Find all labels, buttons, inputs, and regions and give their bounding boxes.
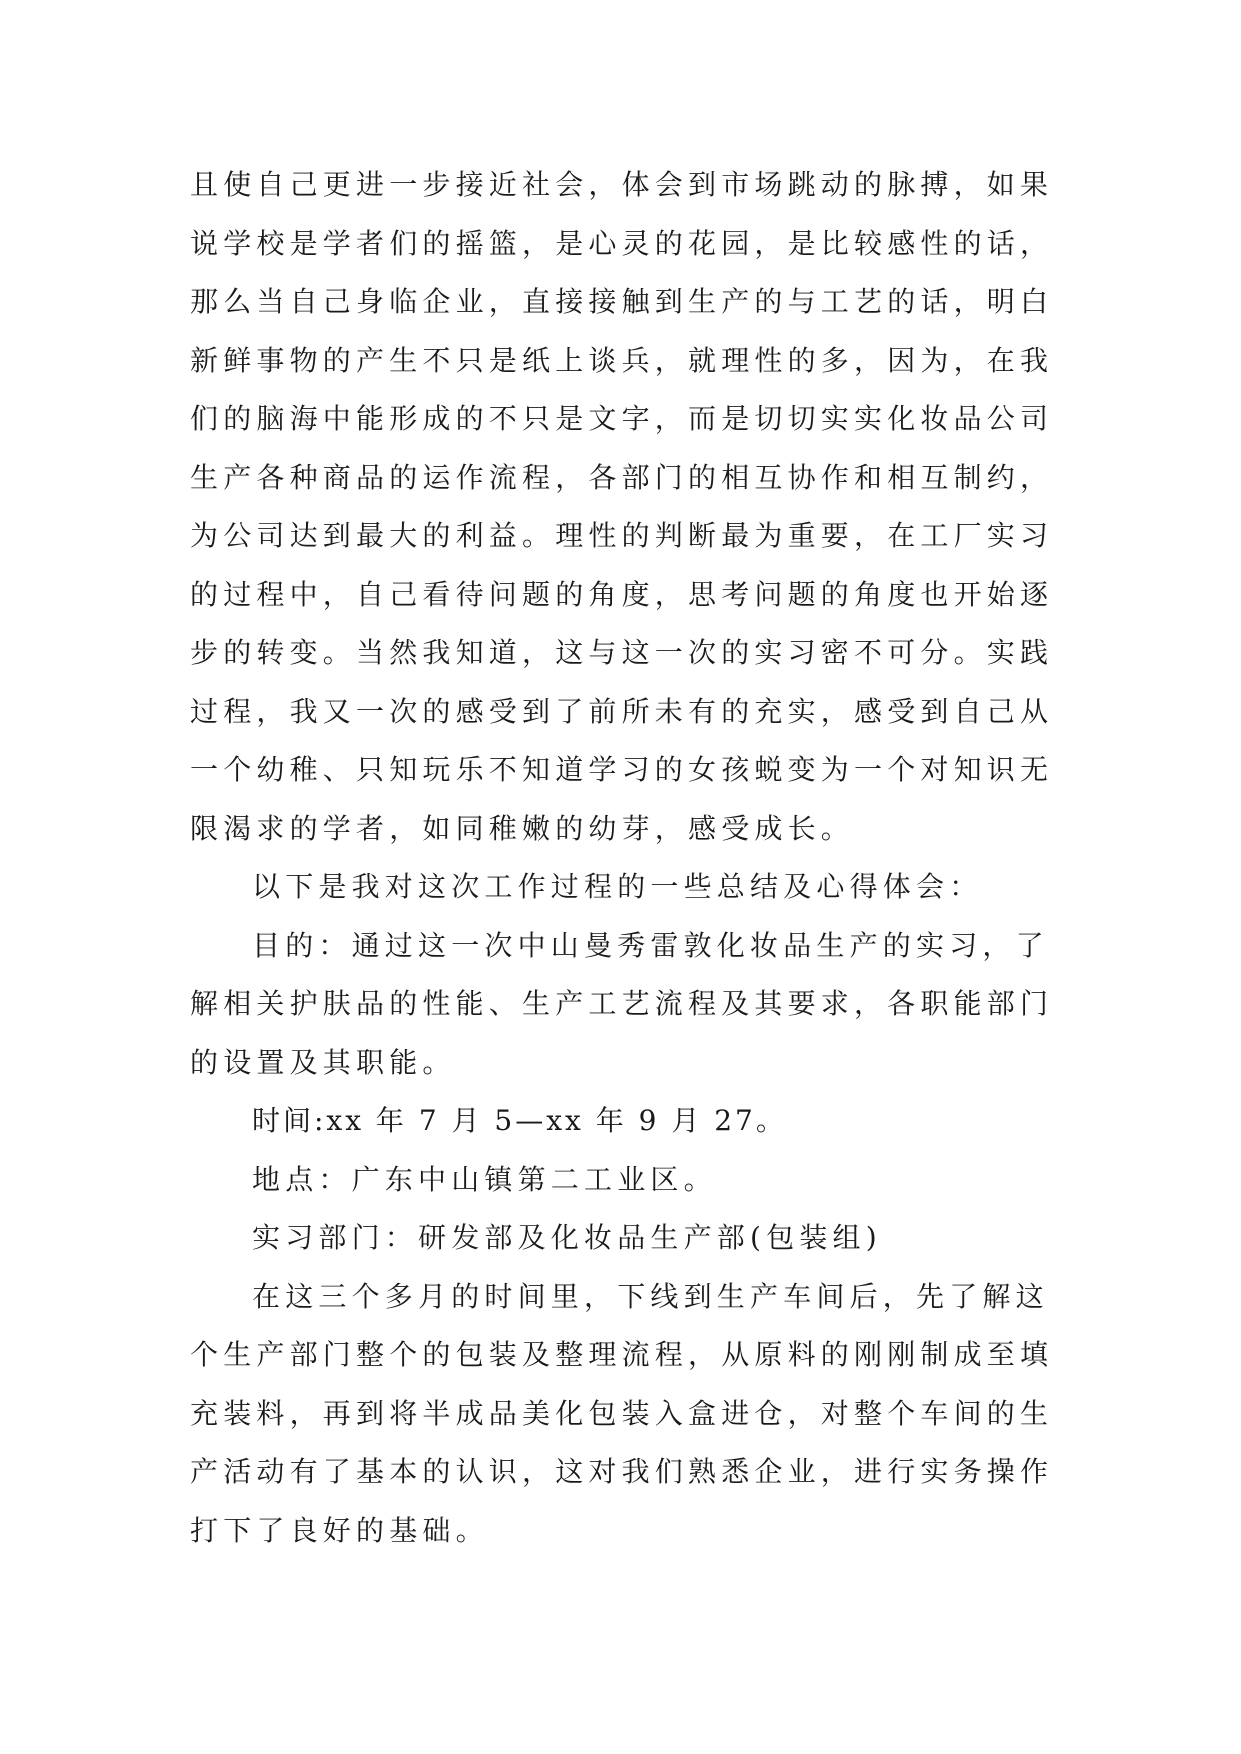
text-line: 打下了良好的基础。 (190, 1513, 489, 1547)
text-line: 产活动有了基本的认识，这对我们熟悉企业，进行实务操作 (190, 1455, 1054, 1488)
text-line: 充装料，再到将半成品美化包装入盒进仓，对整个车间的生 (190, 1396, 1054, 1430)
text-line: 且使自己更进一步接近社会，体会到市场跳动的脉搏，如果 (190, 168, 1054, 201)
paragraph-first-line: 在这三个多月的时间里，下线到生产车间后，先了解这 (252, 1279, 1049, 1313)
text-line: 步的转变。当然我知道，这与这一次的实习密不可分。实践 (190, 636, 1054, 669)
body-text (190, 156, 1060, 1560)
text-line: 过程，我又一次的感受到了前所未有的充实，感受到自己从 (190, 694, 1054, 728)
text-line: 个生产部门整个的包装及整理流程，从原料的刚刚制成至填 (190, 1338, 1054, 1371)
paragraph-first-line: 地点：广东中山镇第二工业区。 (252, 1162, 717, 1196)
paragraph-first-line: 实习部门：研发部及化妆品生产部(包装组) (252, 1221, 882, 1254)
text-line: 生产各种商品的运作流程，各部门的相互协作和相互制约， (190, 460, 1054, 494)
text-line: 为公司达到最大的利益。理性的判断最为重要，在工厂实习 (190, 519, 1054, 552)
paragraph-first-line: 目的：通过这一次中山曼秀雷敦化妆品生产的实习，了 (252, 928, 1049, 962)
text-line: 那么当自己身临企业，直接接触到生产的与工艺的话，明白 (190, 285, 1054, 318)
text-line: 的设置及其职能。 (190, 1045, 456, 1079)
paragraph-first-line: 以下是我对这次工作过程的一些总结及心得体会： (252, 870, 983, 903)
text-line: 限渴求的学者，如同稚嫩的幼芽，感受成长。 (190, 811, 855, 845)
text-line: 说学校是学者们的摇篮，是心灵的花园，是比较感性的话， (190, 226, 1054, 260)
text-line: 一个幼稚、只知玩乐不知道学习的女孩蜕变为一个对知识无 (190, 753, 1054, 786)
text-line: 的过程中，自己看待问题的角度，思考问题的角度也开始逐 (190, 577, 1054, 611)
paragraph-first-line: 时间:xx 年 7 月 5—xx 年 9 月 27。 (252, 1104, 787, 1137)
text-line: 解相关护肤品的性能、生产工艺流程及其要求，各职能部门 (190, 987, 1054, 1020)
text-line: 新鲜事物的产生不只是纸上谈兵，就理性的多，因为，在我 (190, 343, 1054, 377)
text-line: 们的脑海中能形成的不只是文字，而是切切实实化妆品公司 (190, 402, 1054, 435)
